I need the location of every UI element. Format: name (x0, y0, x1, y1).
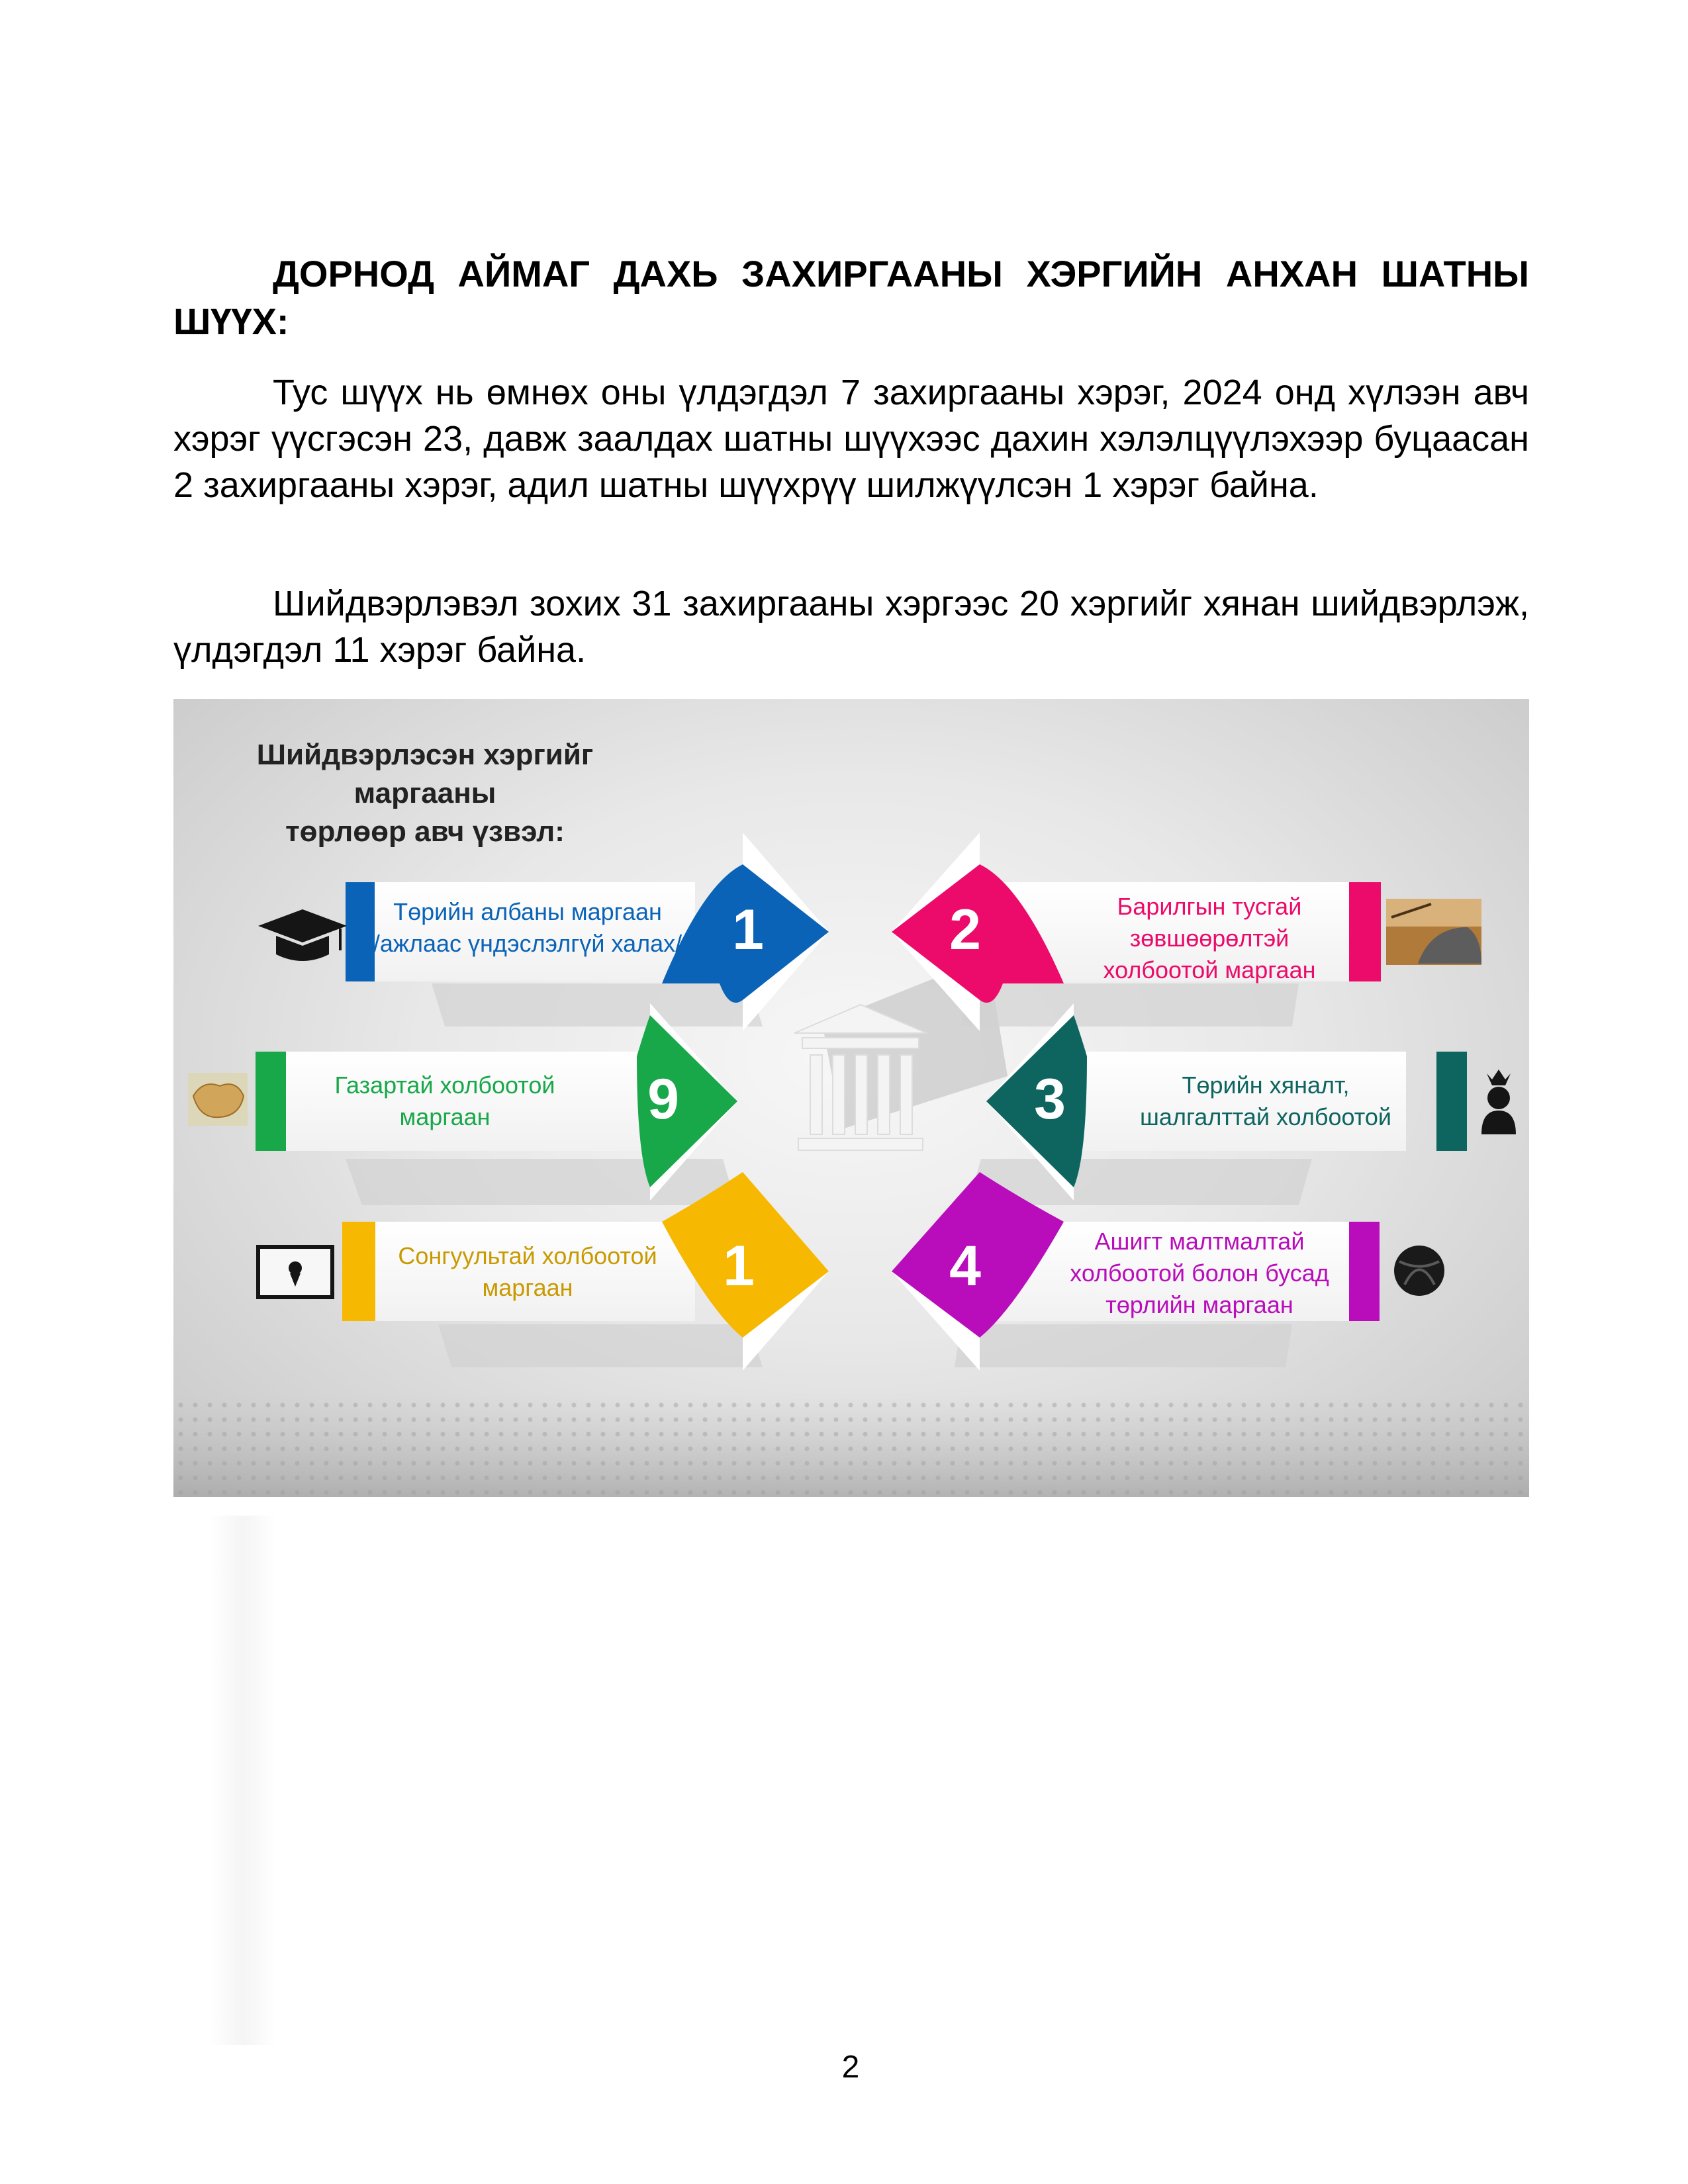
card-1b-tab (342, 1222, 375, 1321)
construction-photo-icon (1386, 899, 1481, 965)
count-2: 2 (949, 898, 981, 962)
label-line: зөвшөөрөлтэй (1129, 925, 1289, 952)
mongolia-map-icon (188, 1073, 248, 1126)
label-line: Газартай холбоотой (334, 1071, 555, 1099)
paragraph-case-intake: Тус шүүх нь өмнөх оны үлдэгдэл 7 захиргааны хэрэг, 2024 онд хүлээн авч хэрэг үүсгэсэн 23, давж заалдах шатны шүүхээс дахин хэлэлцүүлэхээр буцаасан 2 захиргааны хэрэг, адил шатны шүүхрүү шилжүүлсэн 1 хэрэг байна. (173, 373, 1529, 505)
label-line: Сонгуультай холбоотой (398, 1242, 657, 1269)
label-line: маргаан (482, 1274, 573, 1301)
count-4: 4 (949, 1234, 981, 1298)
card-2-tab (1349, 882, 1381, 981)
label-line: Ашигт малтмалтай (1094, 1228, 1305, 1255)
floor-dots (173, 1400, 1529, 1497)
label-land-dispute (293, 1069, 597, 1133)
label-election-dispute (385, 1240, 670, 1304)
courthouse-icon (794, 1005, 927, 1150)
card-9-tab (256, 1052, 286, 1151)
crowned-person-icon (1481, 1069, 1516, 1134)
label-construction-permit-dispute (1074, 891, 1345, 986)
label-line: Төрийн албаны маргаан (393, 898, 662, 925)
section-heading: ДОРНОД АЙМАГ ДАХЬ ЗАХИРГААНЫ ХЭРГИЙН АНХАН ШАТНЫ ШҮҮХ: (173, 253, 1529, 342)
card-1-tab (346, 882, 375, 981)
label-state-inspection-dispute (1100, 1069, 1431, 1133)
label-line: Барилгын тусгай (1117, 893, 1302, 920)
label-line: холбоотой болон бусад (1070, 1259, 1329, 1287)
label-line: төрлийн маргаан (1105, 1291, 1293, 1318)
label-mineral-dispute (1054, 1226, 1345, 1321)
label-line: Төрийн хяналт, (1182, 1071, 1350, 1099)
card-4-tab (1349, 1222, 1380, 1321)
certificate-icon (258, 1247, 332, 1297)
scan-artifact (209, 1516, 277, 2045)
card-3-tab (1436, 1052, 1467, 1151)
infographic-title (193, 736, 657, 851)
page-number: 2 (841, 2050, 860, 2085)
label-civil-service-dispute (372, 896, 683, 960)
paragraph-case-resolution: Шийдвэрлэвэл зохих 31 захиргааны хэргээс 20 хэргийг хянан шийдвэрлэж, үлдэгдэл 11 хэрэг байна. (173, 584, 1529, 670)
mineral-ball-icon (1394, 1246, 1444, 1296)
label-line: шалгалттай холбоотой (1140, 1103, 1391, 1130)
count-1b: 1 (723, 1234, 755, 1298)
graduation-cap-icon (258, 909, 347, 961)
infographic-title-line1: Шийдвэрлэсэн хэргийг маргааны (256, 739, 594, 809)
dispute-type-infographic (173, 699, 1529, 1497)
label-line: /ажлаас үндэслэлгүй халах/ (373, 930, 682, 957)
count-1: 1 (732, 898, 764, 962)
infographic-title-line2: төрлөөр авч үзвэл: (285, 815, 565, 848)
label-line: холбоотой маргаан (1103, 956, 1316, 983)
count-3: 3 (1034, 1068, 1066, 1131)
count-9: 9 (647, 1068, 679, 1131)
label-line: маргаан (399, 1103, 491, 1130)
